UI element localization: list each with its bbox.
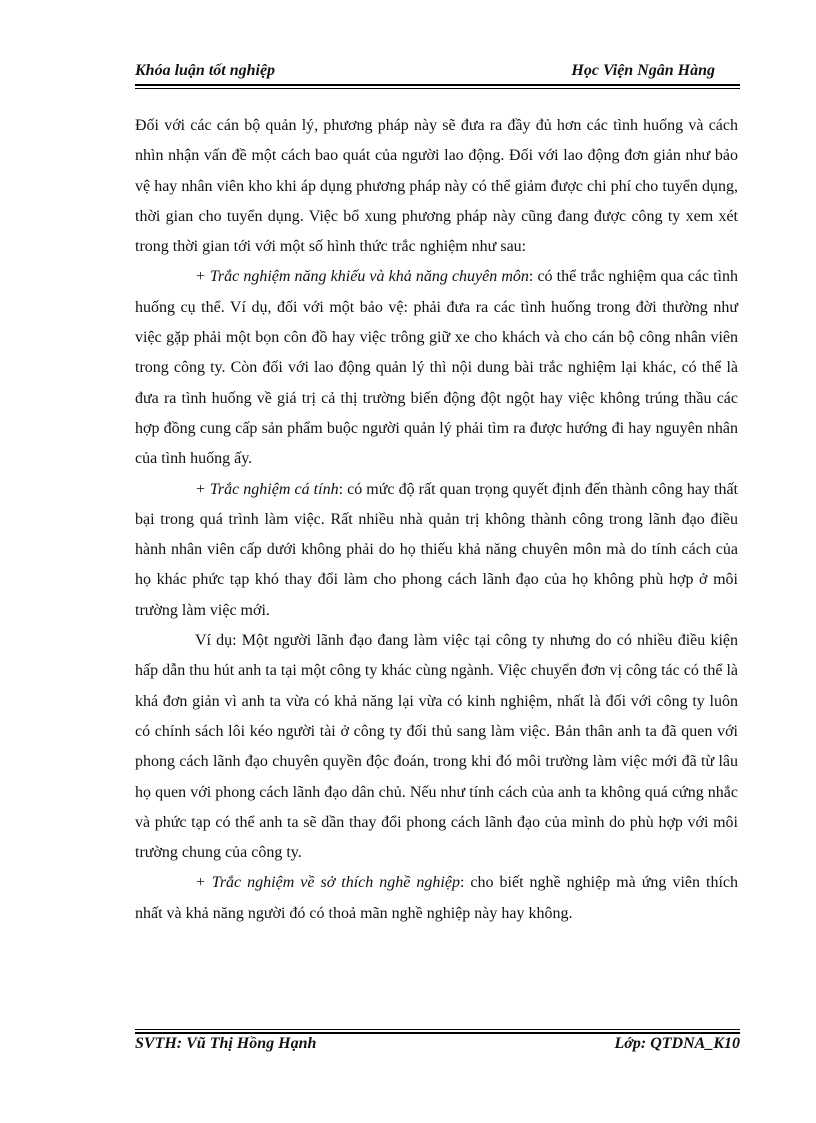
paragraph-interest-test: [135, 868, 738, 929]
paragraph-text: Đối với các cán bộ quản lý, phương pháp này sẽ đưa ra đầy đủ hơn các tình huống và cách nhìn nhận vấn đề một cách bao quát của người lao động. Đối với lao động đơn giản như bảo vệ hay nhân viên kho khi áp dụng phương pháp này có thể giảm được chi phí cho tuyển dụng, thời gian cho tuyển dụng. Việc bổ xung phương pháp này cũng đang được công ty xem xét trong thời gian tới với một số hình thức trắc nghiệm như sau:: [135, 117, 738, 256]
paragraph-lead: + Trắc nghiệm năng khiếu và khả năng chuyên môn: [195, 268, 529, 286]
paragraph-text: : cho biết nghề nghiệp mà ứng viên thích nhất và khả năng người đó có thoả mãn nghề nghiệp này hay không.: [135, 874, 738, 922]
footer-rule: [135, 1032, 740, 1034]
paragraph-aptitude-test: [135, 262, 738, 474]
paragraph-example: [135, 626, 738, 868]
footer-class: Lớp: QTDNA_K10: [614, 1035, 740, 1052]
paragraph-text: : có thể trắc nghiệm qua các tình huống cụ thể. Ví dụ, đối với một bảo vệ: phải đưa ra các tình huống trong đời thường như việc gặp phải một bọn côn đồ hay việc trông giữ xe cho khách và cho cán bộ công nhân viên trong công ty. Còn đối với lao động quản lý thì nội dung bài trắc nghiệm lại khác, có thể là đưa ra tình huống về giá trị cả thị trường biến động đột ngột hay việc không trúng thầu các hợp đồng cung cấp sản phẩm buộc người quản lý phải tìm ra được hướng đi hay nguyên nhân của tình huống ấy.: [135, 268, 739, 468]
paragraph-personality-test: [135, 475, 738, 626]
page-footer: [135, 1035, 740, 1059]
paragraph-text: : có mức độ rất quan trọng quyết định đến thành công hay thất bại trong quá trình làm việc. Rất nhiều nhà quản trị không thành công trong lãnh đạo điều hành nhân viên cấp dưới không phải do họ thiếu khả năng chuyên môn mà do tính cách của họ khác phức tạp khó thay đổi làm cho phong cách lãnh đạo của họ không phù hợp ở môi trường làm việc mới.: [135, 480, 739, 619]
header-title: Khóa luận tốt nghiệp: [135, 62, 276, 79]
paragraph-lead: + Trắc nghiệm cá tính: [195, 480, 339, 498]
header-institution: Học Viện Ngân Hàng: [571, 62, 715, 79]
paragraph-lead: + Trắc nghiệm về sở thích nghề nghiệp: [195, 874, 460, 892]
paragraph-intro: [135, 111, 738, 262]
page-header: [135, 60, 740, 84]
document-body: [135, 111, 738, 929]
footer-student: SVTH: Vũ Thị Hồng Hạnh: [135, 1035, 317, 1052]
footer-rule-thin: [135, 1029, 740, 1030]
header-rule: [135, 84, 740, 86]
header-rule-thin: [135, 88, 740, 89]
paragraph-text: Ví dụ: Một người lãnh đạo đang làm việc tại công ty nhưng do có nhiều điều kiện hấp dẫn thu hút anh ta tại một công ty khác cùng ngành. Việc chuyển đơn vị công tác có thể là khá đơn giản vì anh ta vừa có khả năng lại vừa có kinh nghiệm, nhất là đối với công ty luôn có chính sách lôi kéo người tài ở công ty đối thủ sang làm việc. Bản thân anh ta đã quen với phong cách lãnh đạo chuyên quyền độc đoán, trong khi đó môi trường làm việc mới đã từ lâu họ quen với phong cách lãnh đạo dân chủ. Nếu như tính cách của anh ta không quá cứng nhắc và phức tạp có thể anh ta sẽ dần thay đổi phong cách lãnh đạo của mình do phù hợp với môi trường chung của công ty.: [135, 632, 738, 862]
